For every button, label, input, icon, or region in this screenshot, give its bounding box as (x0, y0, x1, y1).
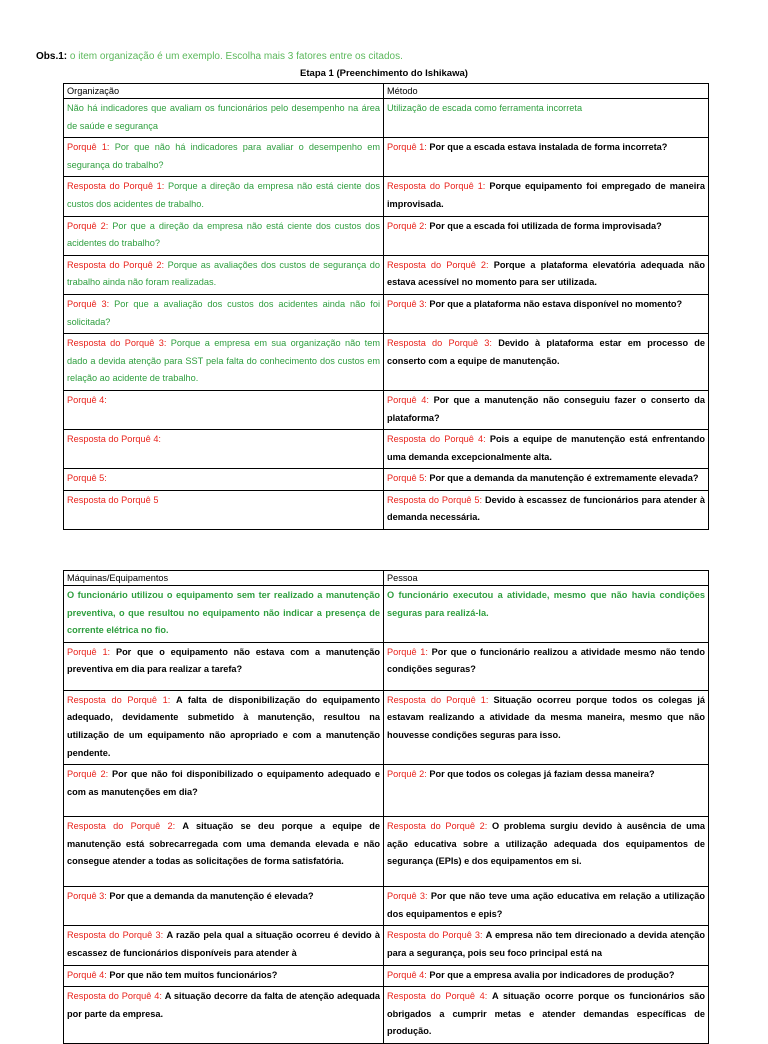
table-row (64, 138, 709, 177)
why-text: Por que todos os colegas já faziam dessa maneira? (429, 769, 655, 780)
why-text: A razão pela qual a situação ocorreu é devido à escassez de funcionários disponíveis para atender à (67, 930, 380, 958)
why-text: Por que não há indicadores para avaliar o desempenho em segurança do trabalho? (67, 142, 380, 170)
why-cell-right (384, 817, 709, 887)
why-cell-left (64, 490, 384, 529)
why-label: Resposta do Porquê 1: (67, 181, 165, 192)
why-cell-right (384, 490, 709, 529)
why-label: Porquê 1: (387, 142, 427, 153)
why-label: Resposta do Porquê 4: (387, 434, 486, 445)
why-text: Por que o funcionário realizou a atividade mesmo não tendo condições seguras? (387, 646, 706, 675)
why-label: Porquê 4: (387, 969, 427, 980)
why-cell-left (64, 926, 384, 965)
problem-organizacao: Não há indicadores que avaliam os funcionários pelo desempenho na área de saúde e segurança (64, 99, 384, 138)
problem-pessoa: O funcionário executou a atividade, mesmo que não havia condições seguras para realizá-la. (384, 586, 709, 643)
why-label: Porquê 5: (67, 473, 107, 484)
why-label: Resposta do Porquê 4: (67, 991, 162, 1002)
why-label: Resposta do Porquê 3: (67, 338, 167, 349)
why-text: A falta de disponibilização do equipamento adequado, devidamente submetido à manutenção, resultou na utilização de um equipamento não apropriado e com a manutenção pendente. (67, 694, 380, 758)
table-row (64, 430, 709, 469)
why-text: Por que o equipamento não estava com a manutenção preventiva em dia para realizar a tarefa? (67, 646, 380, 675)
table-row (64, 926, 709, 965)
why-text: Pois a equipe de manutenção está enfrentando uma demanda excepcionalmente alta. (387, 434, 705, 462)
why-cell-right (384, 965, 709, 987)
why-text: Por que a demanda da manutenção é extremamente elevada? (429, 473, 699, 484)
table-row (64, 817, 709, 887)
why-cell-left (64, 334, 384, 391)
why-cell-right (384, 216, 709, 255)
why-text: Por que a avaliação dos custos dos acidentes ainda não foi solicitada? (67, 298, 380, 327)
table-row (64, 255, 709, 294)
why-label: Porquê 4: (67, 969, 107, 980)
why-cell-right (384, 294, 709, 333)
stage-title: Etapa 1 (Preenchimento do Ishikawa) (300, 68, 468, 79)
table-row (64, 177, 709, 216)
why-label: Porquê 3: (67, 891, 107, 902)
table-row (64, 490, 709, 529)
why-text: Por que não teve uma ação educativa em relação a utilização dos equipamentos e epis? (387, 891, 706, 919)
why-label: Porquê 2: (387, 769, 427, 780)
table-row (64, 469, 709, 491)
column-header-organizacao: Organização (64, 84, 384, 99)
why-cell-right (384, 390, 709, 429)
why-cell-left (64, 390, 384, 429)
why-text: Porque as avaliações dos custos de segurança do trabalho ainda não foram realizadas. (67, 259, 380, 288)
ishikawa-table-maquinas-pessoa (63, 570, 709, 1044)
why-cell-right (384, 177, 709, 216)
why-label: Resposta do Porquê 1: (67, 694, 171, 705)
why-label: Resposta do Porquê 2: (387, 821, 488, 832)
why-label: Resposta do Porquê 5: (387, 494, 483, 505)
why-cell-left (64, 887, 384, 926)
why-label: Resposta do Porquê 2: (67, 821, 176, 832)
why-label: Resposta do Porquê 1: (387, 694, 489, 705)
why-label: Porquê 1: (387, 646, 428, 657)
why-text: Situação ocorreu porque todos os colegas já estavam realizando a atividade da mesma maneira, mesmo que não houvesse condições seguras para isso. (387, 694, 705, 740)
why-label: Porquê 4: (67, 394, 107, 405)
why-label: Porquê 2: (67, 220, 109, 231)
why-cell-left (64, 965, 384, 987)
table-row (64, 887, 709, 926)
why-text: Porque a plataforma elevatória adequada não estava acessível no momento para ser utilizada. (387, 259, 705, 288)
why-text: Por que não tem muitos funcionários? (109, 969, 278, 980)
table-row (64, 294, 709, 333)
why-text: A situação se deu porque a equipe de manutenção está sobrecarregada com uma demanda elevada e não consegue atender a todas as solicitações de forma satisfatória. (67, 821, 380, 867)
why-cell-right (384, 138, 709, 177)
why-cell-right (384, 334, 709, 391)
why-label: Porquê 3: (387, 891, 428, 902)
why-label: Porquê 3: (387, 298, 427, 309)
problem-maquinas: O funcionário utilizou o equipamento sem ter realizado a manutenção preventiva, o que resultou no equipamento não indicar a presença de corrente elétrica no fio. (64, 586, 384, 643)
why-cell-right (384, 642, 709, 690)
why-cell-right (384, 469, 709, 491)
why-text: Por que a empresa avalia por indicadores de produção? (429, 969, 675, 980)
observation-label: Obs.1: (36, 51, 68, 62)
table-header-row (64, 84, 709, 99)
column-header-pessoa: Pessoa (384, 571, 709, 586)
table-row (64, 216, 709, 255)
why-text: Por que a escada estava instalada de forma incorreta? (429, 142, 668, 153)
why-cell-left (64, 987, 384, 1044)
why-cell-right (384, 987, 709, 1044)
why-label: Resposta do Porquê 4: (387, 991, 488, 1002)
problem-row (64, 99, 709, 138)
why-label: Resposta do Porquê 1: (387, 181, 486, 192)
why-label: Resposta do Porquê 2: (67, 259, 165, 270)
why-label: Resposta do Porquê 4: (67, 434, 161, 445)
table-row (64, 965, 709, 987)
why-text: Por que a direção da empresa não está ciente dos custos dos acidentes do trabalho? (67, 220, 380, 249)
ishikawa-table-organizacao-metodo (63, 83, 709, 530)
why-text: O problema surgiu devido à ausência de uma ação educativa sobre a utilização adequada dos equipamentos de segurança (EPIs) e dos equipamentos em si. (387, 821, 705, 867)
why-label: Porquê 2: (387, 220, 427, 231)
why-text: Devido à escassez de funcionários para atender à demanda necessária. (387, 494, 706, 523)
observation-text: o item organização é um exemplo. Escolha mais 3 fatores entre os citados. (69, 51, 403, 62)
why-text: Por que a plataforma não estava disponível no momento? (429, 298, 683, 309)
why-text: Porque a direção da empresa não está ciente dos custos dos acidentes de trabalho. (67, 181, 380, 209)
table-row (64, 334, 709, 391)
why-label: Resposta do Porquê 3: (67, 930, 164, 941)
why-text: Por que a escada foi utilizada de forma improvisada? (429, 220, 662, 231)
why-cell-left (64, 255, 384, 294)
table-row (64, 987, 709, 1044)
why-cell-left (64, 642, 384, 690)
table-row (64, 642, 709, 690)
why-cell-left (64, 177, 384, 216)
why-text: Por que não foi disponibilizado o equipamento adequado e com as manutenções em dia? (67, 769, 380, 797)
why-cell-right (384, 765, 709, 817)
why-label: Resposta do Porquê 2: (387, 259, 489, 270)
why-label: Resposta do Porquê 3: (387, 930, 483, 941)
why-text: Porque equipamento foi empregado de maneira improvisada. (387, 181, 705, 209)
why-label: Porquê 4: (387, 394, 429, 405)
why-cell-left (64, 138, 384, 177)
why-label: Porquê 2: (67, 769, 109, 780)
table-row (64, 690, 709, 764)
why-cell-right (384, 430, 709, 469)
table-header-row (64, 571, 709, 586)
why-text: A empresa não tem direcionado a devida atenção para a segurança, pois seu foco principal está na (387, 930, 706, 958)
why-cell-left (64, 294, 384, 333)
why-text: A situação ocorre porque os funcionários são obrigados a cumprir metas e atender demandas específicas de produção. (387, 991, 705, 1037)
why-cell-left (64, 469, 384, 491)
problem-metodo: Utilização de escada como ferramenta incorreta (384, 99, 709, 138)
why-cell-right (384, 887, 709, 926)
why-cell-left (64, 817, 384, 887)
why-text: Por que a demanda da manutenção é elevada? (109, 891, 314, 902)
column-header-maquinas: Máquinas/Equipamentos (64, 571, 384, 586)
why-cell-right (384, 255, 709, 294)
why-cell-right (384, 690, 709, 764)
why-text: Devido à plataforma estar em processo de conserto com a equipe de manutenção. (387, 338, 705, 366)
why-label: Porquê 3: (67, 298, 110, 309)
why-label: Porquê 1: (67, 142, 110, 153)
why-label: Porquê 5: (387, 473, 427, 484)
why-cell-left (64, 430, 384, 469)
why-text: Por que a manutenção não conseguiu fazer o conserto da plataforma? (387, 394, 705, 423)
table-row (64, 765, 709, 817)
problem-row (64, 586, 709, 643)
why-cell-left (64, 765, 384, 817)
why-cell-right (384, 926, 709, 965)
why-label: Resposta do Porquê 3: (387, 338, 492, 349)
why-label: Resposta do Porquê 5 (67, 494, 159, 505)
why-label: Porquê 1: (67, 646, 111, 657)
observation-note (36, 51, 403, 63)
column-header-metodo: Método (384, 84, 709, 99)
why-text: A situação decorre da falta de atenção adequada por parte da empresa. (67, 991, 380, 1019)
why-cell-left (64, 690, 384, 764)
table-row (64, 390, 709, 429)
why-cell-left (64, 216, 384, 255)
why-text: Porque a empresa em sua organização não tem dado a devida atenção para SST pela falta do conhecimento dos custos em relação ao acidente de trabalho. (67, 338, 380, 384)
